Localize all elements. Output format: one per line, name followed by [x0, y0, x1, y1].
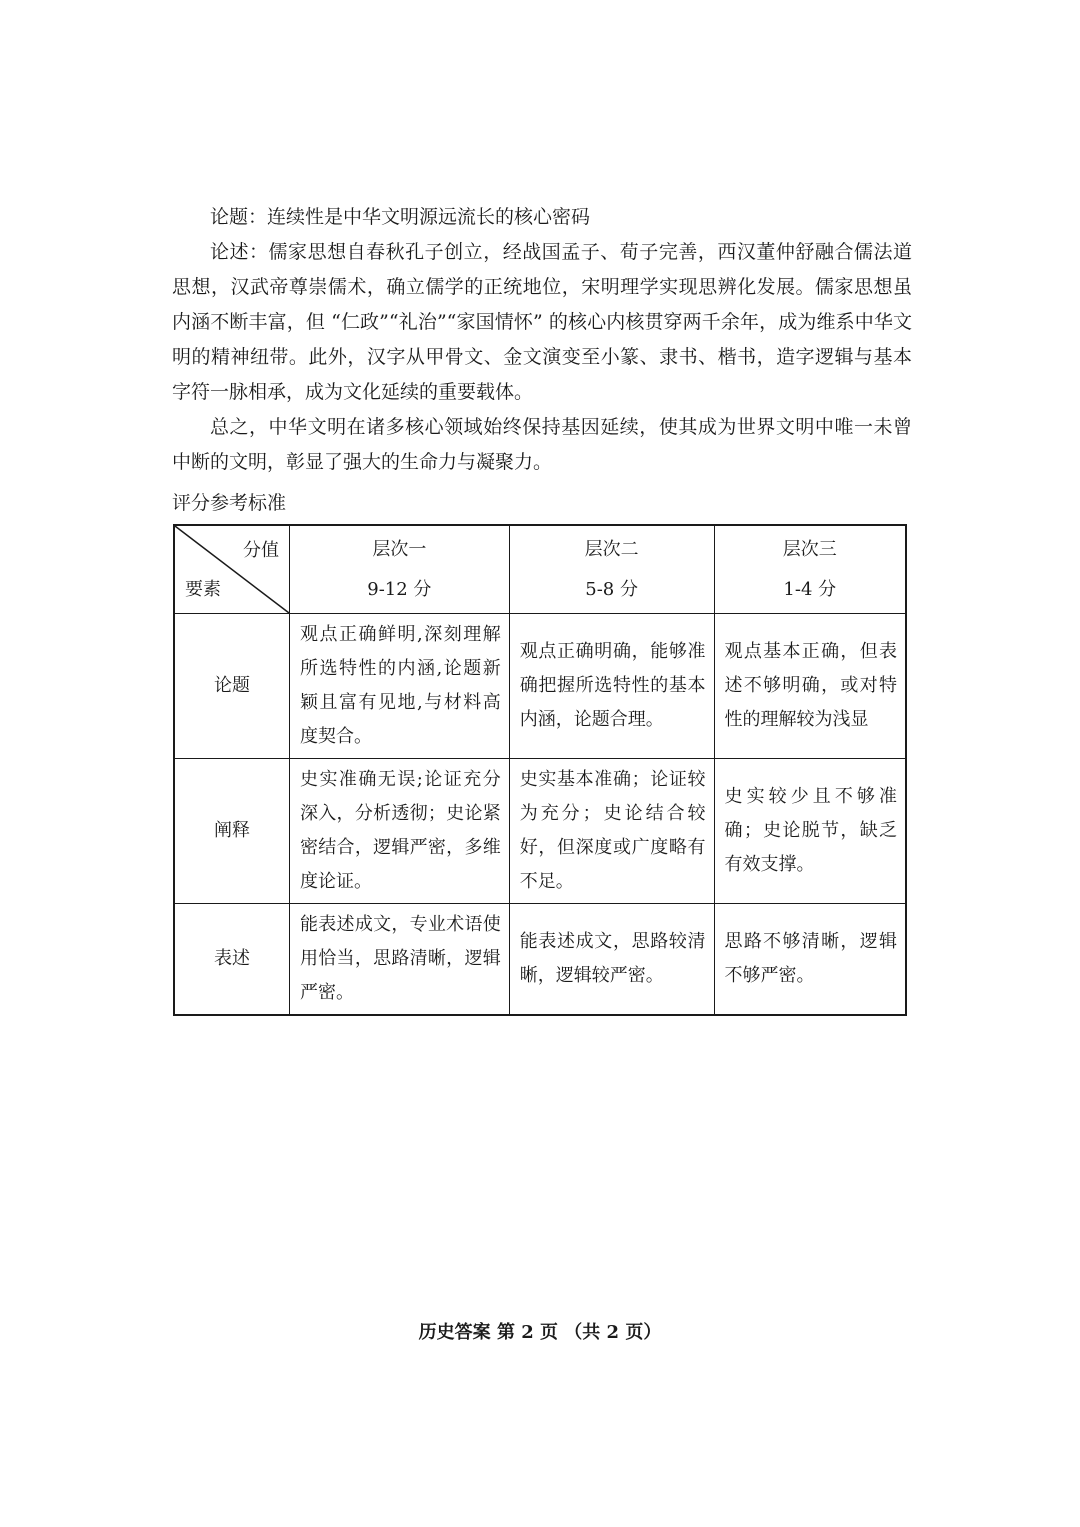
criteria-cell: 史实较少且不够准确；史论脱节，缺乏有效支撑。	[714, 759, 906, 904]
level-header-3	[714, 525, 906, 614]
rubric-row-explanation	[174, 759, 906, 904]
corner-score-label: 分值	[243, 540, 279, 561]
level-header-1	[290, 525, 510, 614]
essay-thesis: 论题：连续性是中华文明源远流长的核心密码	[210, 206, 591, 228]
criteria-cell: 史实基本准确；论证较为充分；史论结合较好，但深度或广度略有不足。	[509, 759, 714, 904]
essay-argument: 论述：儒家思想自春秋孔子创立，经战国孟子、荀子完善，西汉董仲舒融合儒法道思想，汉武帝尊崇儒术，确立儒学的正统地位，宋明理学实现思辨化发展。儒家思想虽内涵不断丰富，但 “仁政”“礼治”“家国情怀” 的核心内核贯穿两千余年，成为维系中华文明的精神纽带。此外，汉字从甲骨文、金文演变至小篆、隶书、楷书，造字逻辑与基本字符一脉相承，成为文化延续的重要载体。	[172, 241, 912, 403]
rubric-header-row	[174, 525, 906, 614]
row-label: 阐释	[174, 759, 290, 904]
level-name: 层次三	[782, 538, 837, 560]
rubric-row-expression	[174, 904, 906, 1016]
row-label: 表述	[174, 904, 290, 1016]
row-label: 论题	[174, 614, 290, 759]
criteria-cell: 能表述成文，思路较清晰，逻辑较严密。	[509, 904, 714, 1016]
rubric-corner-cell	[174, 525, 290, 614]
rubric-table	[173, 524, 907, 1016]
level-header-2	[509, 525, 714, 614]
criteria-cell: 史实准确无误;论证充分深入，分析透彻；史论紧密结合，逻辑严密，多维度论证。	[290, 759, 510, 904]
rubric-title: 评分参考标准	[172, 492, 287, 514]
level-range: 9-12 分	[367, 578, 432, 600]
level-name: 层次二	[584, 538, 639, 560]
level-name: 层次一	[372, 538, 427, 560]
criteria-cell: 观点基本正确，但表述不够明确，或对特性的理解较为浅显	[714, 614, 906, 759]
page-footer: 历史答案 第 2 页 （共 2 页）	[418, 1322, 662, 1343]
level-range: 5-8 分	[585, 578, 638, 600]
criteria-cell: 观点正确明确，能够准确把握所选特性的基本内涵，论题合理。	[509, 614, 714, 759]
rubric-row-thesis	[174, 614, 906, 759]
essay-conclusion: 总之，中华文明在诸多核心领域始终保持基因延续，使其成为世界文明中唯一未曾中断的文明，彰显了强大的生命力与凝聚力。	[172, 416, 912, 473]
criteria-cell: 观点正确鲜明,深刻理解所选特性的内涵,论题新颖且富有见地,与材料高度契合。	[290, 614, 510, 759]
essay-body	[172, 200, 912, 480]
criteria-cell: 能表述成文，专业术语使用恰当，思路清晰，逻辑严密。	[290, 904, 510, 1016]
criteria-cell: 思路不够清晰，逻辑不够严密。	[714, 904, 906, 1016]
corner-element-label: 要素	[185, 579, 221, 600]
level-range: 1-4 分	[783, 578, 837, 600]
